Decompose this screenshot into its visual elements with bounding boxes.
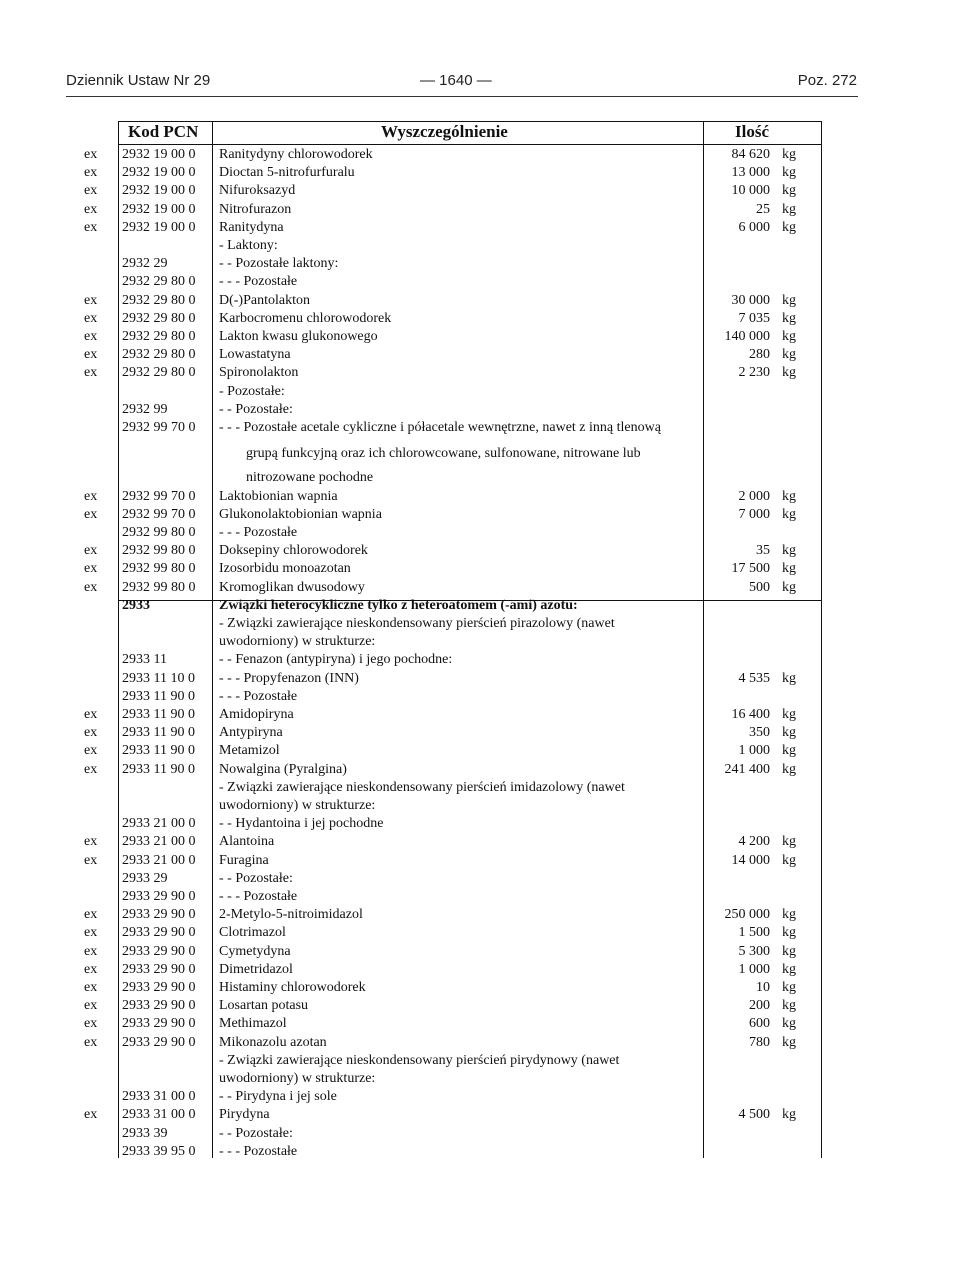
pcn-code: 2933 29 90 0 xyxy=(122,907,196,923)
description: Związki heterocykliczne tylko z heteroatomem (-ami) azotu: xyxy=(219,597,578,613)
quantity: 4 200 xyxy=(738,834,770,850)
pcn-code: 2932 29 80 0 xyxy=(122,274,196,290)
ex-marker: ex xyxy=(84,852,98,868)
unit: kg xyxy=(782,925,796,941)
ex-marker: ex xyxy=(84,834,98,850)
unit: kg xyxy=(782,707,796,722)
description: - - - Pozostałe xyxy=(219,1143,298,1159)
pcn-code: 2933 21 00 0 xyxy=(122,852,196,868)
ex-marker: ex xyxy=(84,943,98,959)
description: Histaminy chlorowodorek xyxy=(219,980,366,995)
col-border-left xyxy=(118,121,119,1158)
unit: kg xyxy=(782,761,796,777)
ex-marker: ex xyxy=(84,961,98,977)
description: - - - Pozostałe xyxy=(219,274,298,290)
description: Doksepiny chlorowodorek xyxy=(219,543,368,559)
unit: kg xyxy=(782,1034,796,1050)
quantity: 780 xyxy=(749,1034,770,1050)
quantity: 10 000 xyxy=(731,183,770,199)
ex-marker: ex xyxy=(84,707,98,722)
ex-marker: ex xyxy=(84,219,98,235)
pcn-code: 2932 19 00 0 xyxy=(122,147,196,162)
col-header-description: Wyszczególnienie xyxy=(381,122,508,141)
description: - - - Pozostałe xyxy=(219,889,298,904)
pcn-code: 2933 xyxy=(122,597,150,613)
pcn-code: 2933 29 90 0 xyxy=(122,889,196,904)
ex-marker: ex xyxy=(84,980,98,995)
unit: kg xyxy=(782,147,796,162)
description: - - - Propyfenazon (INN) xyxy=(219,670,359,686)
ex-marker: ex xyxy=(84,998,98,1014)
description: Nowalgina (Pyralgina) xyxy=(219,761,347,777)
quantity: 350 xyxy=(749,725,770,741)
quantity: 1 000 xyxy=(738,961,770,977)
description: Amidopiryna xyxy=(219,707,294,722)
unit: kg xyxy=(782,292,796,308)
unit: kg xyxy=(782,201,796,217)
ex-marker: ex xyxy=(84,201,98,217)
unit: kg xyxy=(782,561,796,577)
unit: kg xyxy=(782,1107,796,1123)
quantity: 1 500 xyxy=(738,925,770,941)
pcn-code: 2932 19 00 0 xyxy=(122,183,196,199)
quantity: 250 000 xyxy=(724,907,770,923)
pcn-code: 2933 29 90 0 xyxy=(122,943,196,959)
quantity: 6 000 xyxy=(738,219,770,235)
quantity: 5 300 xyxy=(738,943,770,959)
quantity: 7 000 xyxy=(738,506,770,522)
ex-marker: ex xyxy=(84,1107,98,1123)
description: - - Hydantoina i jej pochodne xyxy=(219,816,384,832)
unit: kg xyxy=(782,907,796,923)
pcn-code: 2932 99 70 0 xyxy=(122,420,196,435)
pcn-code: 2933 11 90 0 xyxy=(122,688,195,704)
description: - - - Pozostałe acetale cykliczne i półacetale wewnętrzne, nawet z inną tlenową xyxy=(219,420,661,435)
pcn-code: 2933 31 00 0 xyxy=(122,1107,196,1123)
quantity: 10 xyxy=(756,980,770,995)
ex-marker: ex xyxy=(84,561,98,577)
description: - - Pozostałe laktony: xyxy=(219,256,339,272)
col-header-quantity: Ilość xyxy=(735,122,769,141)
ex-marker: ex xyxy=(84,543,98,559)
pcn-code: 2933 29 90 0 xyxy=(122,1016,196,1032)
pcn-code: 2933 29 90 0 xyxy=(122,980,196,995)
unit: kg xyxy=(782,543,796,559)
ex-marker: ex xyxy=(84,743,98,759)
description: - - - Pozostałe xyxy=(219,688,298,704)
description: 2-Metylo-5-nitroimidazol xyxy=(219,907,363,923)
pcn-code: 2933 11 90 0 xyxy=(122,761,195,777)
description: D(-)Pantolakton xyxy=(219,292,310,308)
unit: kg xyxy=(782,852,796,868)
quantity: 280 xyxy=(749,347,770,363)
unit: kg xyxy=(782,506,796,522)
pcn-code: 2932 29 80 0 xyxy=(122,292,196,308)
description: Metamizol xyxy=(219,743,280,759)
description: Lowastatyna xyxy=(219,347,291,363)
pcn-code: 2933 39 95 0 xyxy=(122,1143,196,1159)
quantity: 35 xyxy=(756,543,770,559)
ex-marker: ex xyxy=(84,925,98,941)
unit: kg xyxy=(782,961,796,977)
description: Dimetridazol xyxy=(219,961,293,977)
description: - - Pozostałe: xyxy=(219,1125,293,1141)
pcn-code: 2932 29 xyxy=(122,256,168,272)
description: uwodorniony) w strukturze: xyxy=(219,1071,376,1086)
ex-marker: ex xyxy=(84,506,98,522)
unit: kg xyxy=(782,488,796,504)
quantity: 16 400 xyxy=(731,707,770,722)
pcn-code: 2932 99 70 0 xyxy=(122,506,196,522)
pcn-code: 2932 19 00 0 xyxy=(122,165,196,181)
pcn-code: 2932 29 80 0 xyxy=(122,310,196,326)
description: - - Pozostałe: xyxy=(219,870,293,886)
ex-marker: ex xyxy=(84,488,98,504)
quantity: 2 000 xyxy=(738,488,770,504)
unit: kg xyxy=(782,310,796,326)
description: - - - Pozostałe xyxy=(219,525,298,540)
description: Ranitydyny chlorowodorek xyxy=(219,147,373,162)
ex-marker: ex xyxy=(84,147,98,162)
unit: kg xyxy=(782,329,796,344)
ex-marker: ex xyxy=(84,183,98,199)
ex-marker: ex xyxy=(84,292,98,308)
description: grupą funkcyjną oraz ich chlorowcowane, sulfonowane, nitrowane lub xyxy=(246,446,641,462)
description: Ranitydyna xyxy=(219,219,284,235)
pcn-code: 2933 11 xyxy=(122,652,167,668)
description: nitrozowane pochodne xyxy=(246,470,374,486)
description: - - Pozostałe: xyxy=(219,401,293,417)
unit: kg xyxy=(782,183,796,199)
ex-marker: ex xyxy=(84,165,98,181)
description: - Pozostałe: xyxy=(219,383,285,399)
pcn-code: 2933 29 90 0 xyxy=(122,1034,196,1050)
unit: kg xyxy=(782,743,796,759)
quantity: 500 xyxy=(749,579,770,595)
description: Clotrimazol xyxy=(219,925,286,941)
pcn-code: 2933 31 00 0 xyxy=(122,1089,196,1105)
pcn-code: 2933 29 90 0 xyxy=(122,998,196,1014)
pcn-code: 2932 19 00 0 xyxy=(122,201,196,217)
pcn-code: 2932 29 80 0 xyxy=(122,347,196,363)
pcn-code: 2933 11 10 0 xyxy=(122,670,195,686)
pcn-code: 2932 99 70 0 xyxy=(122,488,196,504)
ex-marker: ex xyxy=(84,365,98,381)
description: - - Pirydyna i jej sole xyxy=(219,1089,337,1105)
quantity: 17 500 xyxy=(731,561,770,577)
description: - Związki zawierające nieskondensowany pierścień pirazolowy (nawet xyxy=(219,616,615,631)
unit: kg xyxy=(782,579,796,595)
quantity: 600 xyxy=(749,1016,770,1032)
pcn-code: 2932 99 80 0 xyxy=(122,579,196,595)
pcn-code: 2933 39 xyxy=(122,1125,168,1141)
description: Nifuroksazyd xyxy=(219,183,296,199)
quantity: 25 xyxy=(756,201,770,217)
header-page-number: — 1640 — xyxy=(420,72,492,89)
unit: kg xyxy=(782,980,796,995)
description: Furagina xyxy=(219,852,269,868)
description: Losartan potasu xyxy=(219,998,309,1014)
ex-marker: ex xyxy=(84,579,98,595)
description: Spironolakton xyxy=(219,365,299,381)
description: - Związki zawierające nieskondensowany pierścień pirydynowy (nawet xyxy=(219,1052,620,1068)
description: Kromoglikan dwusodowy xyxy=(219,579,365,595)
quantity: 13 000 xyxy=(731,165,770,181)
description: - Laktony: xyxy=(219,238,278,253)
quantity: 84 620 xyxy=(731,147,770,162)
quantity: 2 230 xyxy=(738,365,770,381)
pcn-code: 2932 99 80 0 xyxy=(122,525,196,540)
description: Dioctan 5-nitrofurfuralu xyxy=(219,165,355,181)
ex-marker: ex xyxy=(84,725,98,741)
pcn-code: 2933 21 00 0 xyxy=(122,834,196,850)
description: - - Fenazon (antypiryna) i jego pochodne: xyxy=(219,652,453,668)
unit: kg xyxy=(782,725,796,741)
header-position: Poz. 272 xyxy=(797,72,857,89)
description: Methimazol xyxy=(219,1016,287,1032)
description: Nitrofurazon xyxy=(219,201,292,217)
quantity: 7 035 xyxy=(738,310,770,326)
col-border-code xyxy=(212,121,213,1158)
description: Laktobionian wapnia xyxy=(219,488,338,504)
description: Mikonazolu azotan xyxy=(219,1034,327,1050)
pcn-code: 2933 29 90 0 xyxy=(122,961,196,977)
col-header-code: Kod PCN xyxy=(128,122,199,141)
description: Pirydyna xyxy=(219,1107,270,1123)
pcn-code: 2933 21 00 0 xyxy=(122,816,196,832)
quantity: 1 000 xyxy=(738,743,770,759)
description: Glukonolaktobionian wapnia xyxy=(219,506,382,522)
pcn-code: 2933 11 90 0 xyxy=(122,743,195,759)
description: Antypiryna xyxy=(219,725,283,741)
pcn-code: 2933 11 90 0 xyxy=(122,725,195,741)
description: Karbocromenu chlorowodorek xyxy=(219,310,392,326)
table-header-border xyxy=(118,144,822,145)
header-rule xyxy=(66,96,858,97)
unit: kg xyxy=(782,1016,796,1032)
unit: kg xyxy=(782,219,796,235)
col-border-right xyxy=(821,121,822,1158)
table-header-row xyxy=(118,123,822,145)
pcn-code: 2933 29 xyxy=(122,870,168,886)
unit: kg xyxy=(782,834,796,850)
ex-marker: ex xyxy=(84,1034,98,1050)
description: uwodorniony) w strukturze: xyxy=(219,798,376,813)
ex-marker: ex xyxy=(84,347,98,363)
ex-marker: ex xyxy=(84,1016,98,1032)
quantity: 30 000 xyxy=(731,292,770,308)
pcn-code: 2932 99 xyxy=(122,401,168,417)
quantity: 241 400 xyxy=(724,761,770,777)
pcn-code: 2933 11 90 0 xyxy=(122,707,195,722)
quantity: 200 xyxy=(749,998,770,1014)
ex-marker: ex xyxy=(84,907,98,923)
unit: kg xyxy=(782,165,796,181)
unit: kg xyxy=(782,670,796,686)
unit: kg xyxy=(782,943,796,959)
unit: kg xyxy=(782,365,796,381)
quantity: 140 000 xyxy=(724,329,770,344)
description: - Związki zawierające nieskondensowany pierścień imidazolowy (nawet xyxy=(219,779,625,795)
description: Lakton kwasu glukonowego xyxy=(219,329,378,344)
pcn-code: 2932 99 80 0 xyxy=(122,543,196,559)
pcn-code: 2933 29 90 0 xyxy=(122,925,196,941)
quantity: 14 000 xyxy=(731,852,770,868)
description: Cymetydyna xyxy=(219,943,291,959)
ex-marker: ex xyxy=(84,310,98,326)
quantity: 4 500 xyxy=(738,1107,770,1123)
header-journal-title: Dziennik Ustaw Nr 29 xyxy=(66,72,211,89)
description: uwodorniony) w strukturze: xyxy=(219,634,376,650)
ex-marker: ex xyxy=(84,329,98,344)
pcn-code: 2932 29 80 0 xyxy=(122,329,196,344)
pcn-code: 2932 99 80 0 xyxy=(122,561,196,577)
quantity: 4 535 xyxy=(738,670,770,686)
unit: kg xyxy=(782,998,796,1014)
description: Izosorbidu monoazotan xyxy=(219,561,351,577)
pcn-code: 2932 19 00 0 xyxy=(122,219,196,235)
description: Alantoina xyxy=(219,834,275,850)
ex-marker: ex xyxy=(84,761,98,777)
pcn-code: 2932 29 80 0 xyxy=(122,365,196,381)
unit: kg xyxy=(782,347,796,363)
col-border-desc xyxy=(703,121,704,1158)
